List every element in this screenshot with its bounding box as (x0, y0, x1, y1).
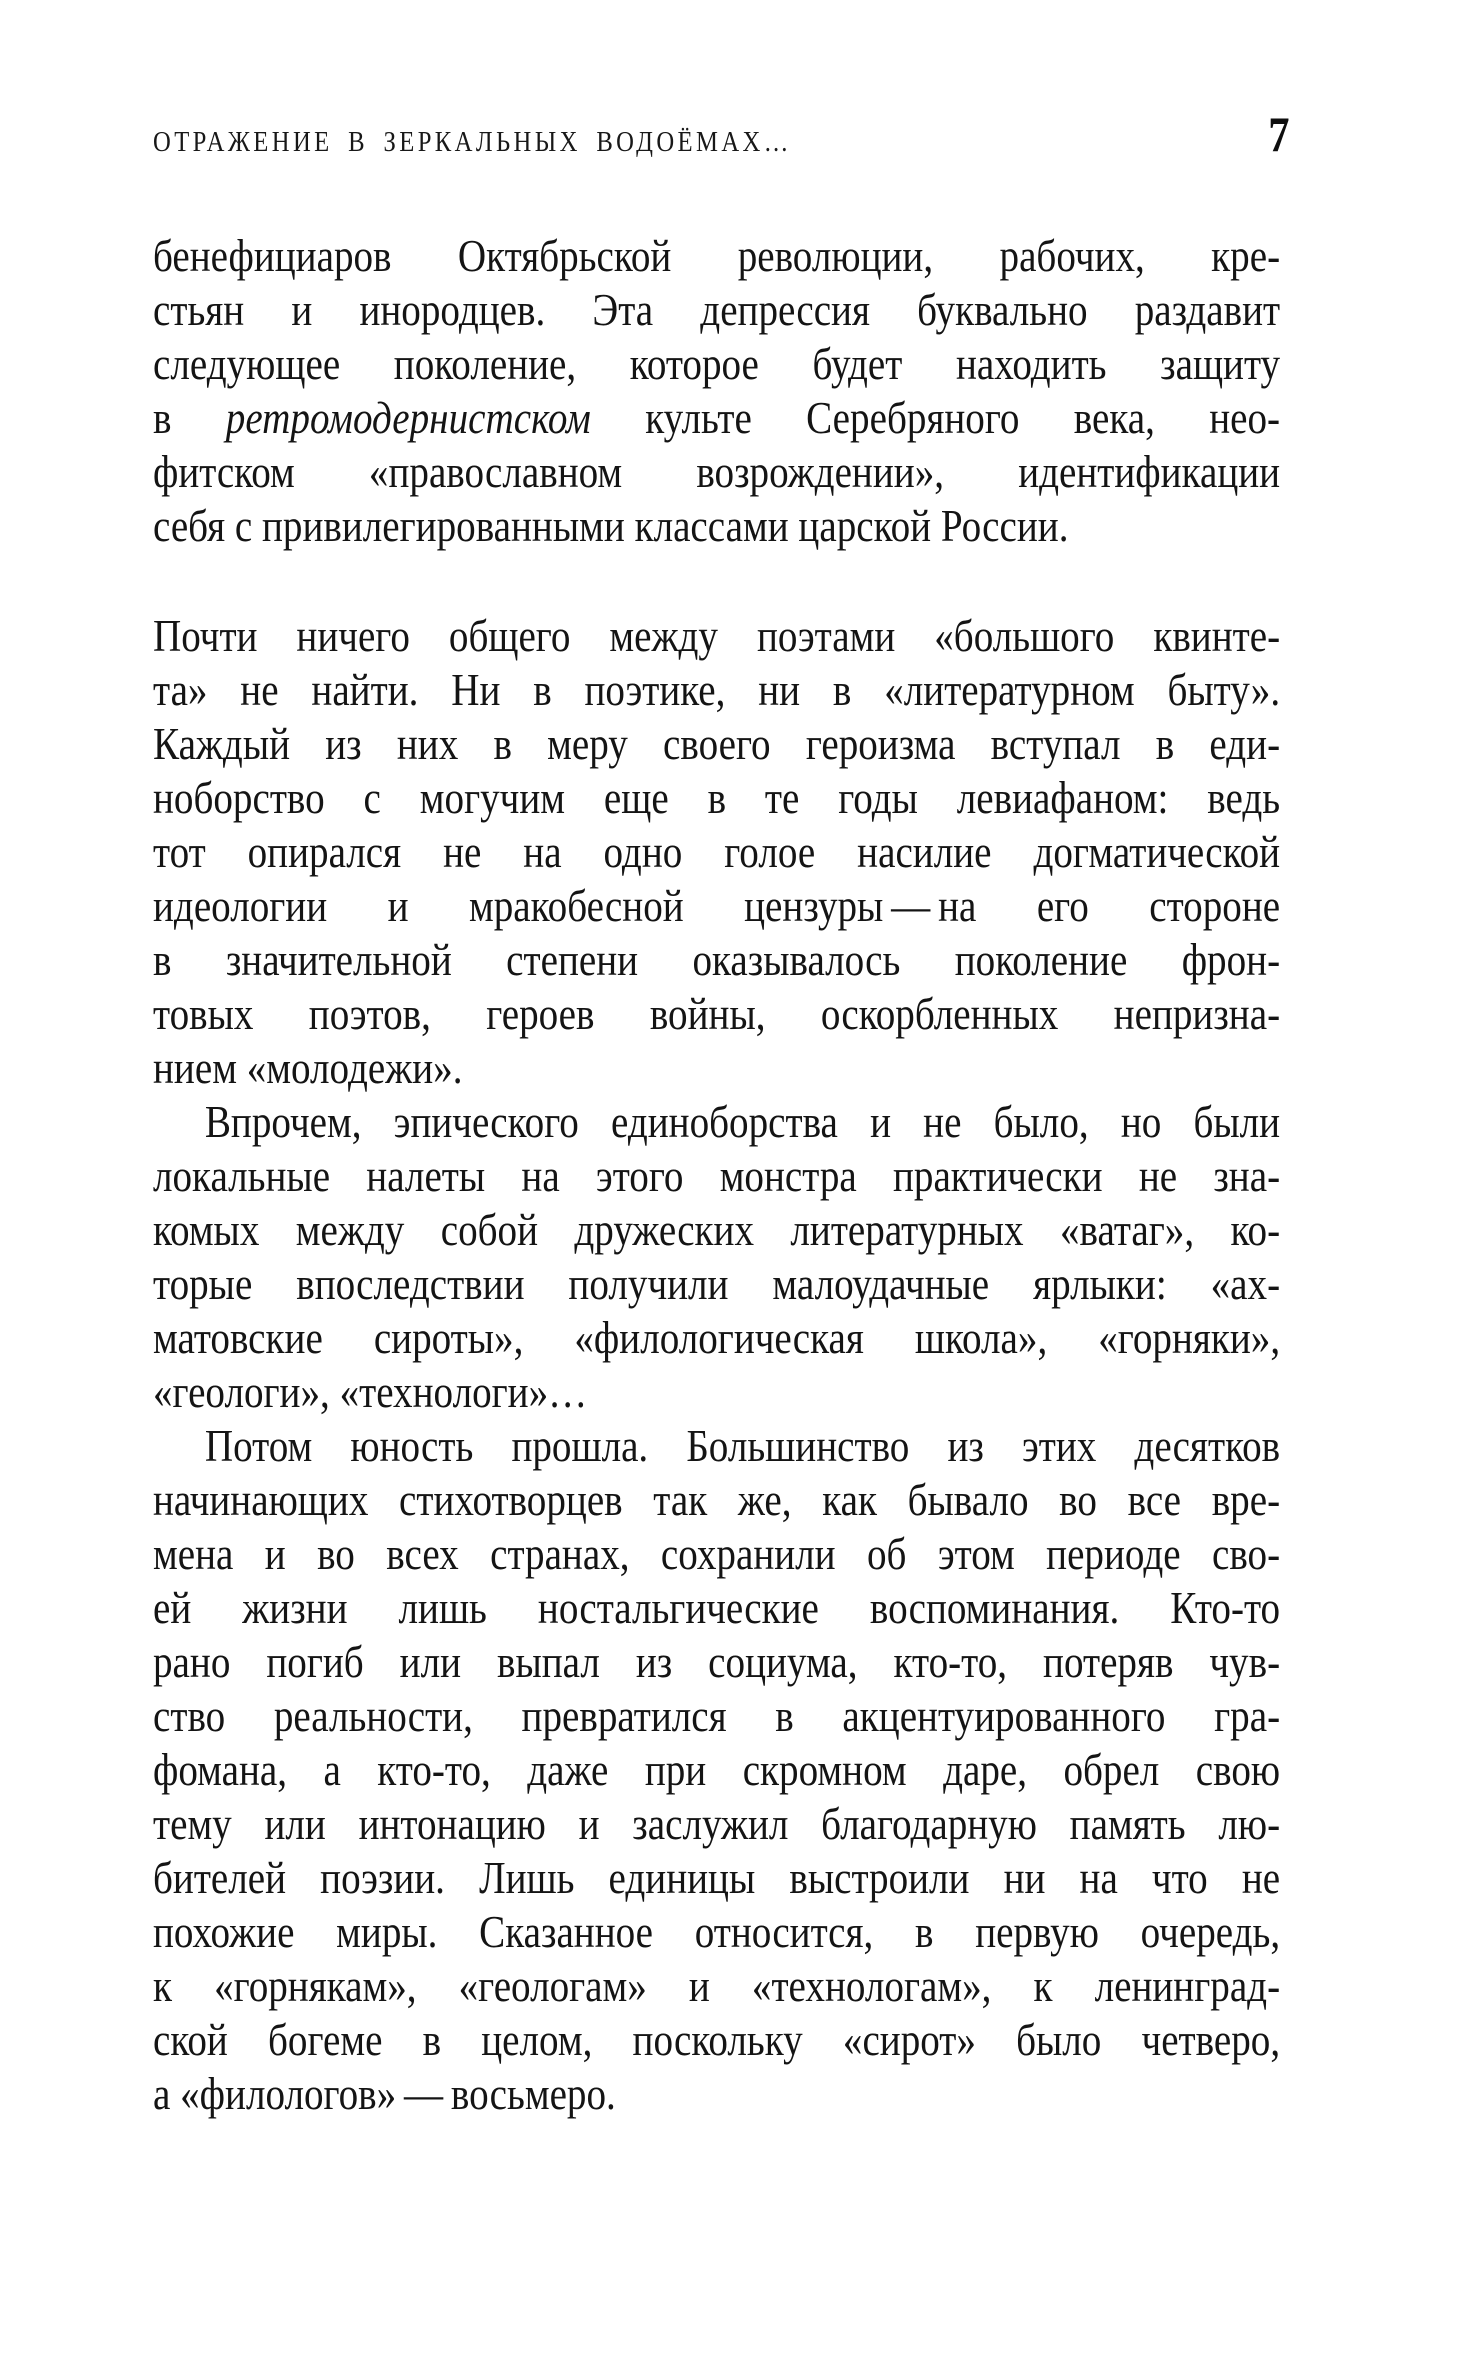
text-segment: фитском «православном возрождении», идентификации (153, 446, 1281, 497)
running-title: ОТРАЖЕНИЕ В ЗЕРКАЛЬНЫХ ВОДОЁМАХ… (153, 126, 792, 158)
text-segment: торые впоследствии получили малоудачные ярлыки: «ах- (153, 1258, 1281, 1309)
text-line (153, 499, 1280, 553)
text-line (153, 825, 1280, 879)
text-segment: начинающих стихотворцев так же, как бывало во все вре- (153, 1474, 1281, 1525)
text-line (153, 1473, 1280, 1527)
paragraph (153, 229, 1280, 553)
text-segment: Потом юность прошла. Большинство из этих десятков (204, 1420, 1281, 1471)
text-line (153, 1095, 1280, 1149)
text-segment: похожие миры. Сказанное относится, в первую очередь, (153, 1906, 1281, 1957)
text-segment: Впрочем, эпического единоборства и не было, но были (204, 1096, 1281, 1147)
text-segment: рано погиб или выпал из социума, кто-то, потеряв чув- (153, 1636, 1281, 1687)
text-line (153, 1851, 1280, 1905)
text-line (153, 1203, 1280, 1257)
text-segment: в значительной степени оказывалось поколение фрон- (153, 934, 1281, 985)
text-segment: матовские сироты», «филологическая школа», «горняки», (153, 1312, 1281, 1363)
text-line (153, 1041, 1280, 1095)
text-line (153, 445, 1280, 499)
text-line (153, 1797, 1280, 1851)
text-segment: себя с привилегированными классами царской России. (153, 500, 1069, 551)
text-segment: Каждый из них в меру своего героизма вступал в еди- (153, 718, 1281, 769)
text-line (153, 1257, 1280, 1311)
text-segment: культе Серебряного века, нео- (590, 392, 1281, 443)
text-line (153, 609, 1280, 663)
text-line (153, 283, 1280, 337)
text-segment: к «горнякам», «геологам» и «технологам», к ленинград- (153, 1960, 1281, 2011)
page-header (153, 105, 1289, 163)
text-line (153, 1959, 1280, 2013)
text-segment: Почти ничего общего между поэтами «большого квинте- (153, 610, 1281, 661)
text-segment: тему или интонацию и заслужил благодарную память лю- (153, 1798, 1281, 1849)
text-segment: мена и во всех странах, сохранили об этом периоде сво- (153, 1528, 1281, 1579)
text-segment: стьян и инородцев. Эта депрессия буквально раздавит (153, 284, 1281, 335)
text-line (153, 717, 1280, 771)
body-text (153, 229, 1280, 2121)
emphasized-text: ретромодернистском (225, 392, 591, 443)
text-line (153, 987, 1280, 1041)
text-segment: фомана, а кто-то, даже при скромном даре, обрел свою (153, 1744, 1281, 1795)
text-line (153, 1905, 1280, 1959)
page-number: 7 (1268, 106, 1290, 162)
text-line (153, 229, 1280, 283)
text-segment: бенефициаров Октябрьской революции, рабочих, кре- (153, 230, 1281, 281)
text-line (153, 663, 1280, 717)
text-segment: а «филологов» — восьмеро. (153, 2068, 616, 2119)
text-line (153, 1527, 1280, 1581)
text-segment: локальные налеты на этого монстра практически не зна- (153, 1150, 1281, 1201)
text-segment: бителей поэзии. Лишь единицы выстроили ни на что не (153, 1852, 1281, 1903)
text-segment: ей жизни лишь ностальгические воспоминания. Кто-то (153, 1582, 1281, 1633)
text-line (153, 391, 1280, 445)
text-line (153, 337, 1280, 391)
text-line (153, 1635, 1280, 1689)
text-segment: ноборство с могучим еще в те годы левиафаном: ведь (153, 772, 1281, 823)
text-segment: та» не найти. Ни в поэтике, ни в «литературном быту». (153, 664, 1281, 715)
text-line (153, 2013, 1280, 2067)
text-line (153, 1743, 1280, 1797)
text-line (153, 1311, 1280, 1365)
text-line (153, 1689, 1280, 1743)
text-line (153, 1419, 1280, 1473)
text-line (153, 933, 1280, 987)
text-segment: нием «молодежи». (153, 1042, 463, 1093)
text-segment: товых поэтов, героев войны, оскорбленных непризна- (153, 988, 1281, 1039)
text-segment: «геологи», «технологи»… (153, 1366, 588, 1417)
text-line (153, 879, 1280, 933)
text-line (153, 1149, 1280, 1203)
text-segment: тот опирался не на одно голое насилие догматической (153, 826, 1281, 877)
text-segment: комых между собой дружеских литературных «ватаг», ко- (153, 1204, 1281, 1255)
text-line (153, 771, 1280, 825)
paragraph (153, 609, 1280, 1095)
text-segment: ство реальности, превратился в акцентуированного гра- (153, 1690, 1281, 1741)
text-segment: в (153, 392, 226, 443)
paragraph (153, 1419, 1280, 2121)
text-segment: ской богеме в целом, поскольку «сирот» было четверо, (153, 2014, 1281, 2065)
text-segment: идеологии и мракобесной цензуры — на его стороне (153, 880, 1281, 931)
paragraph (153, 1095, 1280, 1419)
text-line (153, 2067, 1280, 2121)
text-segment: следующее поколение, которое будет находить защиту (153, 338, 1281, 389)
text-line (153, 1581, 1280, 1635)
text-line (153, 1365, 1280, 1419)
